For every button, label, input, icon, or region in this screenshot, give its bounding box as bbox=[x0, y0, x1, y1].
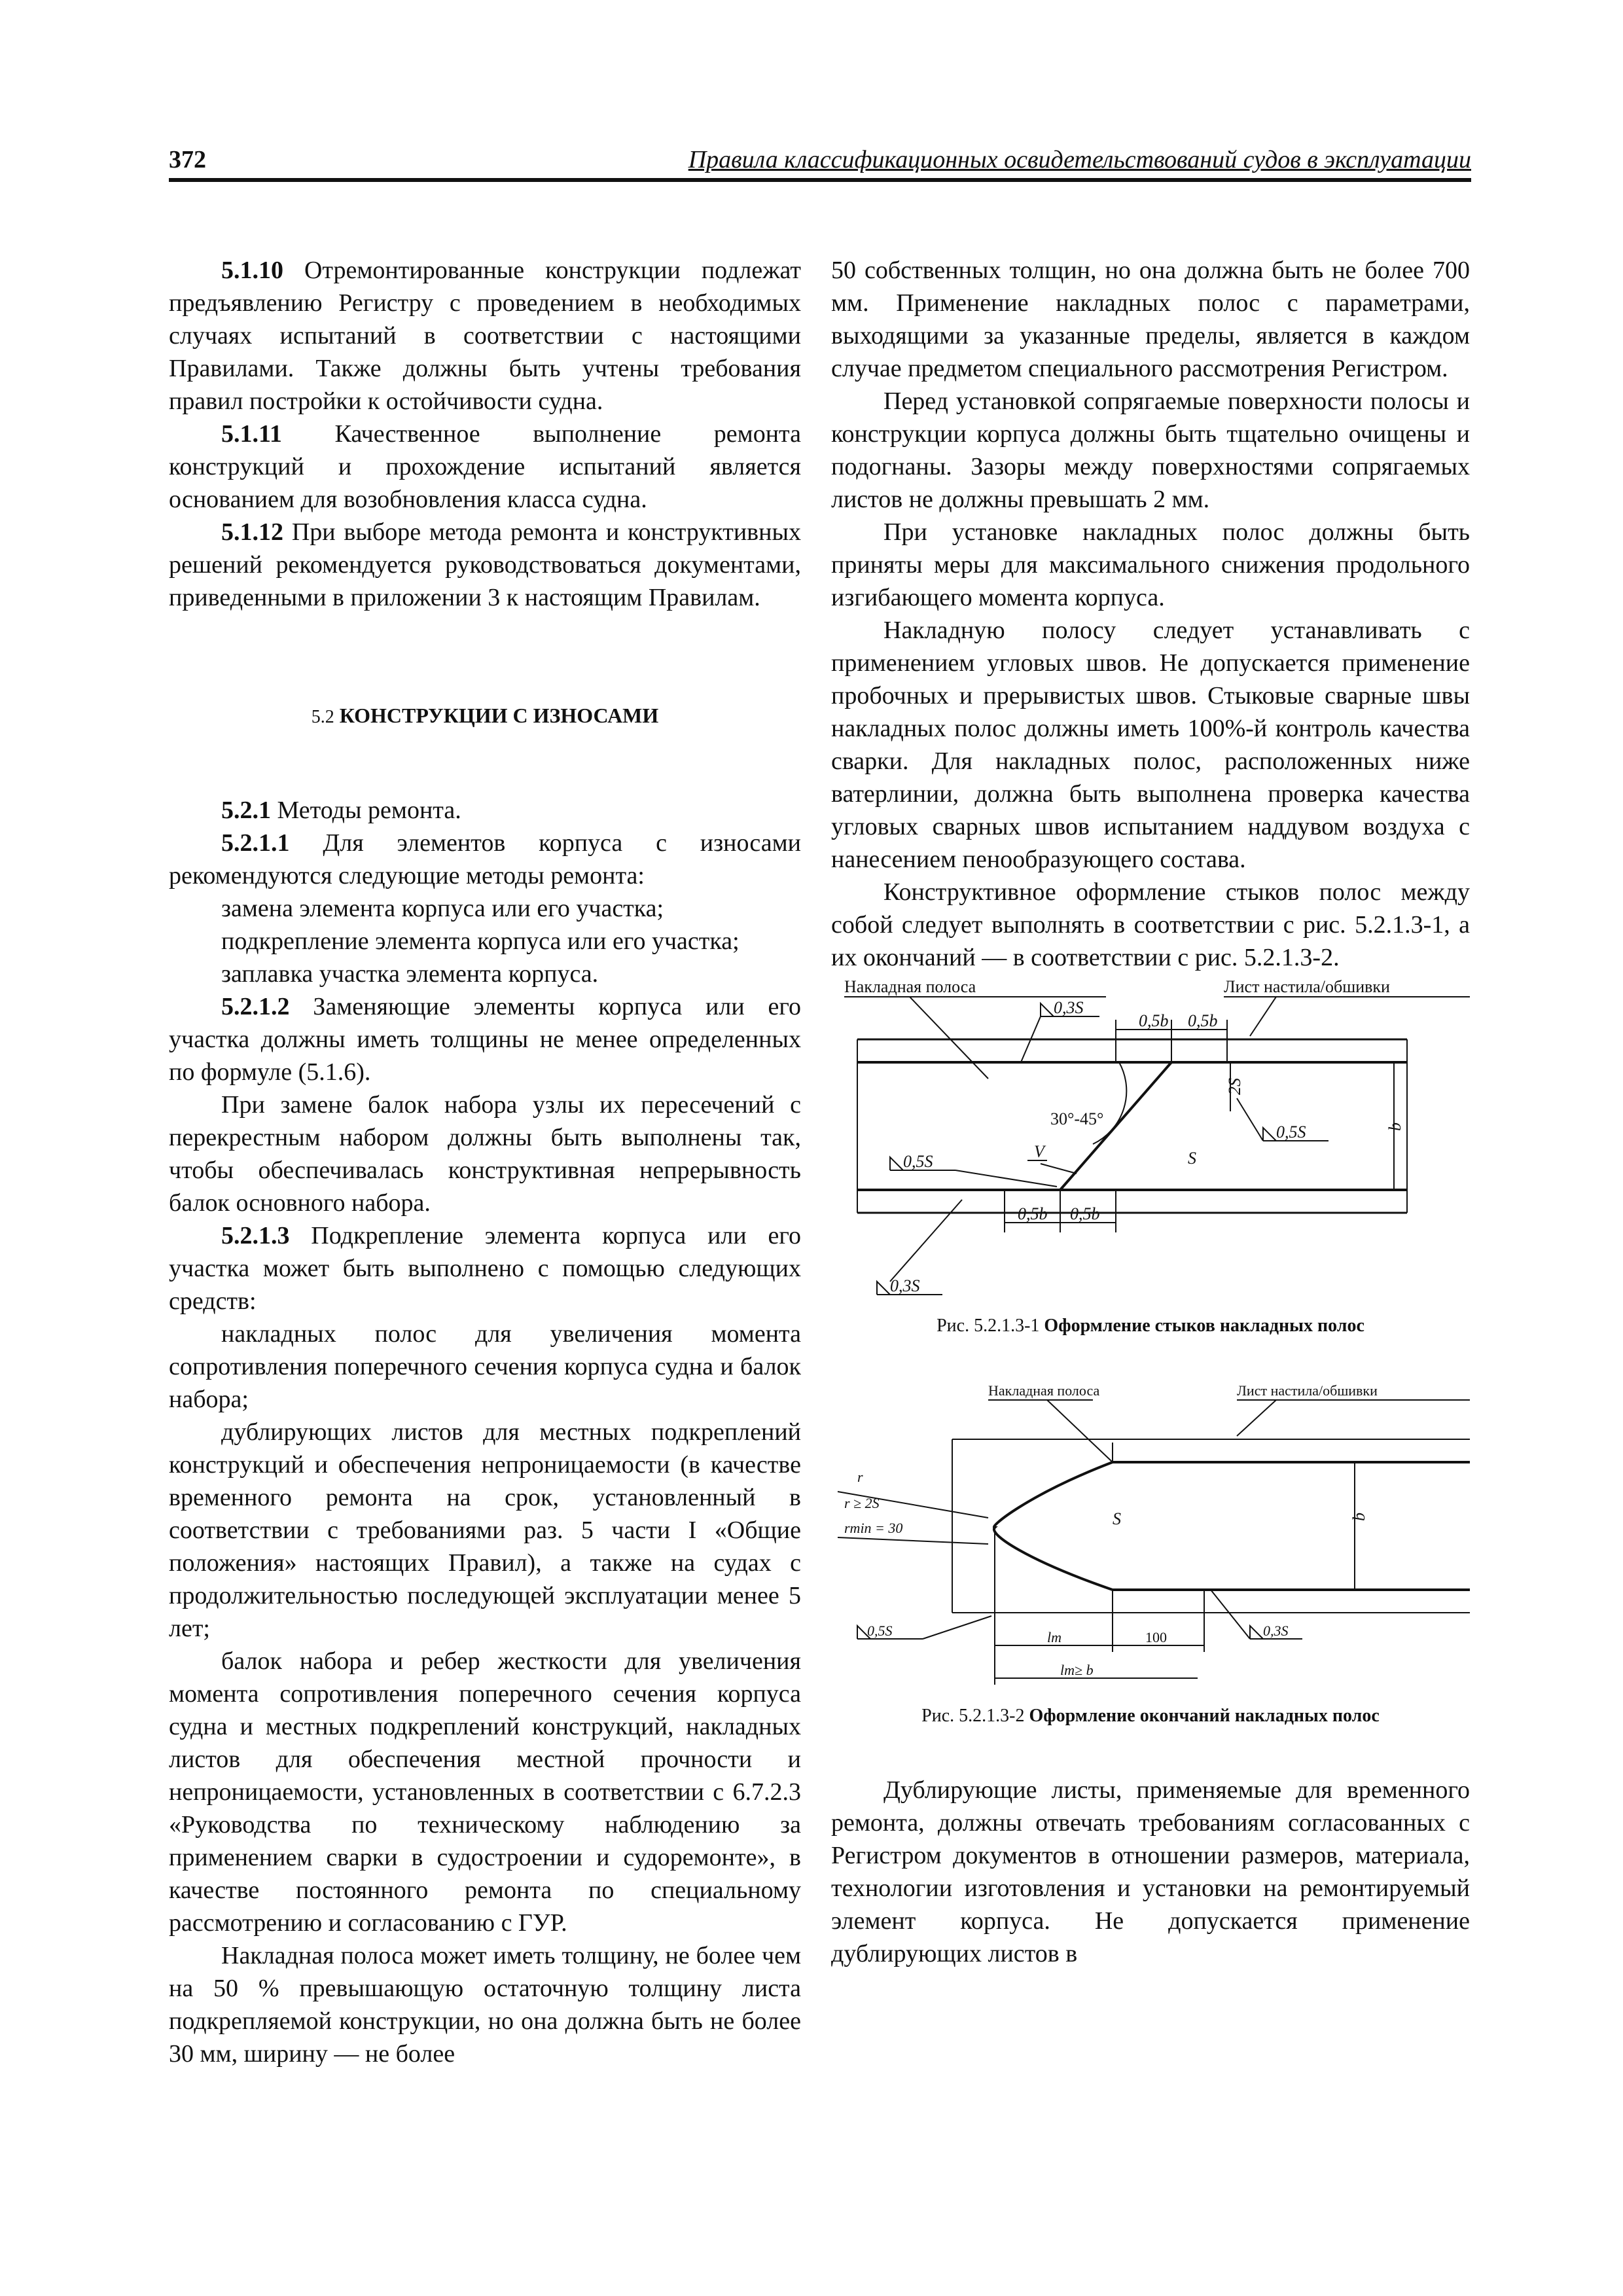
weld-left-label: 0,5S bbox=[903, 1152, 933, 1171]
weld-top-label: 0,3S bbox=[1054, 998, 1084, 1017]
figure-strip-ends-drawing bbox=[831, 1364, 1470, 1704]
section-title: КОНСТРУКЦИИ С ИЗНОСАМИ bbox=[339, 704, 659, 727]
page-header bbox=[169, 145, 1471, 179]
running-title: Правила классификационных освидетельствований судов в эксплуатации bbox=[688, 146, 1471, 173]
paragraph-figure-refs: Конструктивное оформление стыков полос между собой следует выполнять в соответствии с рис. 5.2.1.3-1, а их окончаний — в соответствии с рис. 5.2.1.3-2. bbox=[831, 878, 1470, 971]
clause-number: 5.2.1 bbox=[221, 797, 271, 824]
list-item: заплавка участка элемента корпуса. bbox=[221, 960, 599, 988]
clause-number: 5.1.10 bbox=[221, 257, 283, 284]
weld-right-label: 0,5S bbox=[1276, 1122, 1306, 1141]
angle-label: 30°-45° bbox=[1050, 1109, 1104, 1128]
figure-2-caption bbox=[831, 1704, 1470, 1728]
paragraph-beams: При замене балок набора узлы их пересечений с перекрестным набором должны быть выполнены так, чтобы обеспечивалась конструктивная непрерывность балок основного набора. bbox=[169, 1091, 801, 1217]
right-column bbox=[831, 254, 1470, 1970]
paragraph-bending: При установке накладных полос должны быть приняты меры для максимального снижения продольного изгибающего момента корпуса. bbox=[831, 518, 1470, 611]
dim-2s: 2S bbox=[1225, 1078, 1244, 1095]
paragraph-strip-width: 50 собственных толщин, но она должна быть не более 700 мм. Применение накладных полос с параметрами, выходящими за указанные пределы, является в каждом случае предметом специального рассмотрения Регистром. bbox=[831, 257, 1470, 382]
paragraph-text: Для элементов корпуса с износами рекомендуются следующие методы ремонта: bbox=[169, 829, 801, 889]
figure-strip-joints-drawing bbox=[831, 974, 1470, 1314]
dim-half-b-4: 0,5b bbox=[1070, 1204, 1100, 1223]
paragraph-text: Заменяющие элементы корпуса или его участка должны иметь толщины не менее определенных по формуле (5.1.6). bbox=[169, 993, 801, 1086]
list-item: балок набора и ребер жесткости для увеличения момента сопротивления поперечного сечения корпуса судна и местных подкреплений конструкций, накладных листов для обеспечения местной прочности и непроницаемости, установленных в соответствии с 6.7.2.3 «Руководства по техническому наблюдению за применением сварки в судостроении и судоремонте», в качестве постоянного ремонта по специальному рассмотрению и согласованию с ГУР. bbox=[169, 1647, 801, 1937]
paragraph-text: Отремонтированные конструкции подлежат предъявлению Регистру с проведением в необходимых случаях испытаний в соответствии с настоящими Правилами. Также должны быть учтены требования правил постройки к остойчивости судна. bbox=[169, 257, 801, 415]
v-label: V bbox=[1034, 1142, 1044, 1161]
dim-half-b-3: 0,5b bbox=[1018, 1204, 1048, 1223]
label-strip: Накладная полоса bbox=[988, 1382, 1100, 1399]
page-number: 372 bbox=[169, 146, 206, 173]
section-number: 5.2 bbox=[311, 707, 334, 727]
dim-half-b-2: 0,5b bbox=[1188, 1011, 1218, 1030]
weld-right-label: 0,3S bbox=[1263, 1623, 1289, 1639]
paragraph-5-2-1-1 bbox=[169, 827, 801, 892]
paragraph-5-1-12 bbox=[169, 516, 801, 614]
clause-number: 5.1.11 bbox=[221, 420, 282, 448]
figure-1-caption bbox=[831, 1314, 1470, 1338]
paragraph-5-1-11 bbox=[169, 418, 801, 516]
paragraph-surfaces: Перед установкой сопрягаемые поверхности полосы и конструкции корпуса должны быть тщательно очищены и подогнаны. Зазоры между поверхностями сопрягаемых листов не должны превышать 2 мм. bbox=[831, 387, 1470, 513]
figure-strip-joints bbox=[831, 974, 1470, 1338]
list-item: накладных полос для увеличения момента сопротивления поперечного сечения корпуса судна и балок набора; bbox=[169, 1320, 801, 1413]
s-label: S bbox=[1113, 1509, 1121, 1528]
label-plate: Лист настила/обшивки bbox=[1224, 977, 1390, 996]
list-item: замена элемента корпуса или его участка; bbox=[221, 895, 664, 922]
r-condition: r ≥ 2S bbox=[844, 1495, 880, 1511]
paragraph-5-2-1-2 bbox=[169, 990, 801, 1088]
section-heading bbox=[169, 699, 801, 734]
paragraph-text: Подкрепление элемента корпуса или его участка может быть выполнено с помощью следующих средств: bbox=[169, 1222, 801, 1315]
clause-number: 5.1.12 bbox=[221, 518, 283, 546]
dim-b: b bbox=[1385, 1122, 1404, 1131]
dim-b: b bbox=[1349, 1513, 1368, 1521]
paragraph-doubler-plates: Дублирующие листы, применяемые для временного ремонта, должны отвечать требованиям согласованных с Регистром документов в отношении размеров, материала, технологии изготовления и установки на ремонтируемый элемент корпуса. Не допускается применение дублирующих листов в bbox=[831, 1776, 1470, 1967]
header-rule bbox=[169, 178, 1471, 182]
list-item: подкрепление элемента корпуса или его участка; bbox=[221, 927, 740, 955]
figure-strip-ends bbox=[831, 1364, 1470, 1728]
paragraph-text: Методы ремонта. bbox=[271, 797, 461, 824]
s-label: S bbox=[1188, 1149, 1196, 1168]
weld-bottom-label: 0,3S bbox=[890, 1276, 920, 1295]
paragraph-strip-thickness: Накладная полоса может иметь толщину, не более чем на 50 % превышающую остаточную толщину листа подкрепляемой конструкции, но она должна быть не более 30 мм, ширину — не более bbox=[169, 1942, 801, 2068]
dim-lm: lm bbox=[1047, 1629, 1061, 1645]
label-strip: Накладная полоса bbox=[844, 977, 976, 996]
caption-number: Рис. 5.2.1.3-2 bbox=[921, 1706, 1025, 1726]
dim-lm-condition: lm≥ b bbox=[1060, 1662, 1094, 1678]
clause-number: 5.2.1.2 bbox=[221, 993, 290, 1020]
label-plate: Лист настила/обшивки bbox=[1237, 1382, 1378, 1399]
weld-left-label: 0,5S bbox=[867, 1623, 893, 1639]
paragraph-welds: Накладную полосу следует устанавливать с применением угловых швов. Не допускается применение пробочных и прерывистых швов. Стыковые сварные швы накладных полос должны иметь 100%-й контроль качества сварки. Для накладных полос, расположенных ниже ватерлинии, должна быть выполнена проверка качества угловых сварных швов испытанием наддувом воздуха с нанесением пенообразующего состава. bbox=[831, 617, 1470, 873]
dim-100: 100 bbox=[1145, 1629, 1167, 1645]
caption-text: Оформление окончаний накладных полос bbox=[1029, 1706, 1380, 1726]
dim-half-b-1: 0,5b bbox=[1139, 1011, 1169, 1030]
r-min: rmin = 30 bbox=[844, 1520, 903, 1536]
list-item: дублирующих листов для местных подкреплений конструкций и обеспечения непроницаемости (в качестве временного ремонта на срок, установленный в соответствии с требованиями раз. 5 части I «Общие положения» настоящих Правил), а также на судах с продолжительностью последующей эксплуатации менее 5 лет; bbox=[169, 1418, 801, 1642]
paragraph-5-1-10 bbox=[169, 254, 801, 418]
paragraph-text: При выборе метода ремонта и конструктивных решений рекомендуется руководствоваться документами, приведенными в приложении 3 к настоящим Правилам. bbox=[169, 518, 801, 611]
paragraph-5-2-1 bbox=[169, 794, 801, 827]
r-label: r bbox=[857, 1469, 863, 1485]
paragraph-text: Качественное выполнение ремонта конструкций и прохождение испытаний является основанием для возобновления класса судна. bbox=[169, 420, 801, 513]
left-column bbox=[169, 254, 801, 2070]
clause-number: 5.2.1.3 bbox=[221, 1222, 290, 1249]
caption-number: Рис. 5.2.1.3-1 bbox=[936, 1316, 1040, 1336]
paragraph-5-2-1-3 bbox=[169, 1219, 801, 1318]
caption-text: Оформление стыков накладных полос bbox=[1044, 1316, 1364, 1336]
clause-number: 5.2.1.1 bbox=[221, 829, 290, 857]
